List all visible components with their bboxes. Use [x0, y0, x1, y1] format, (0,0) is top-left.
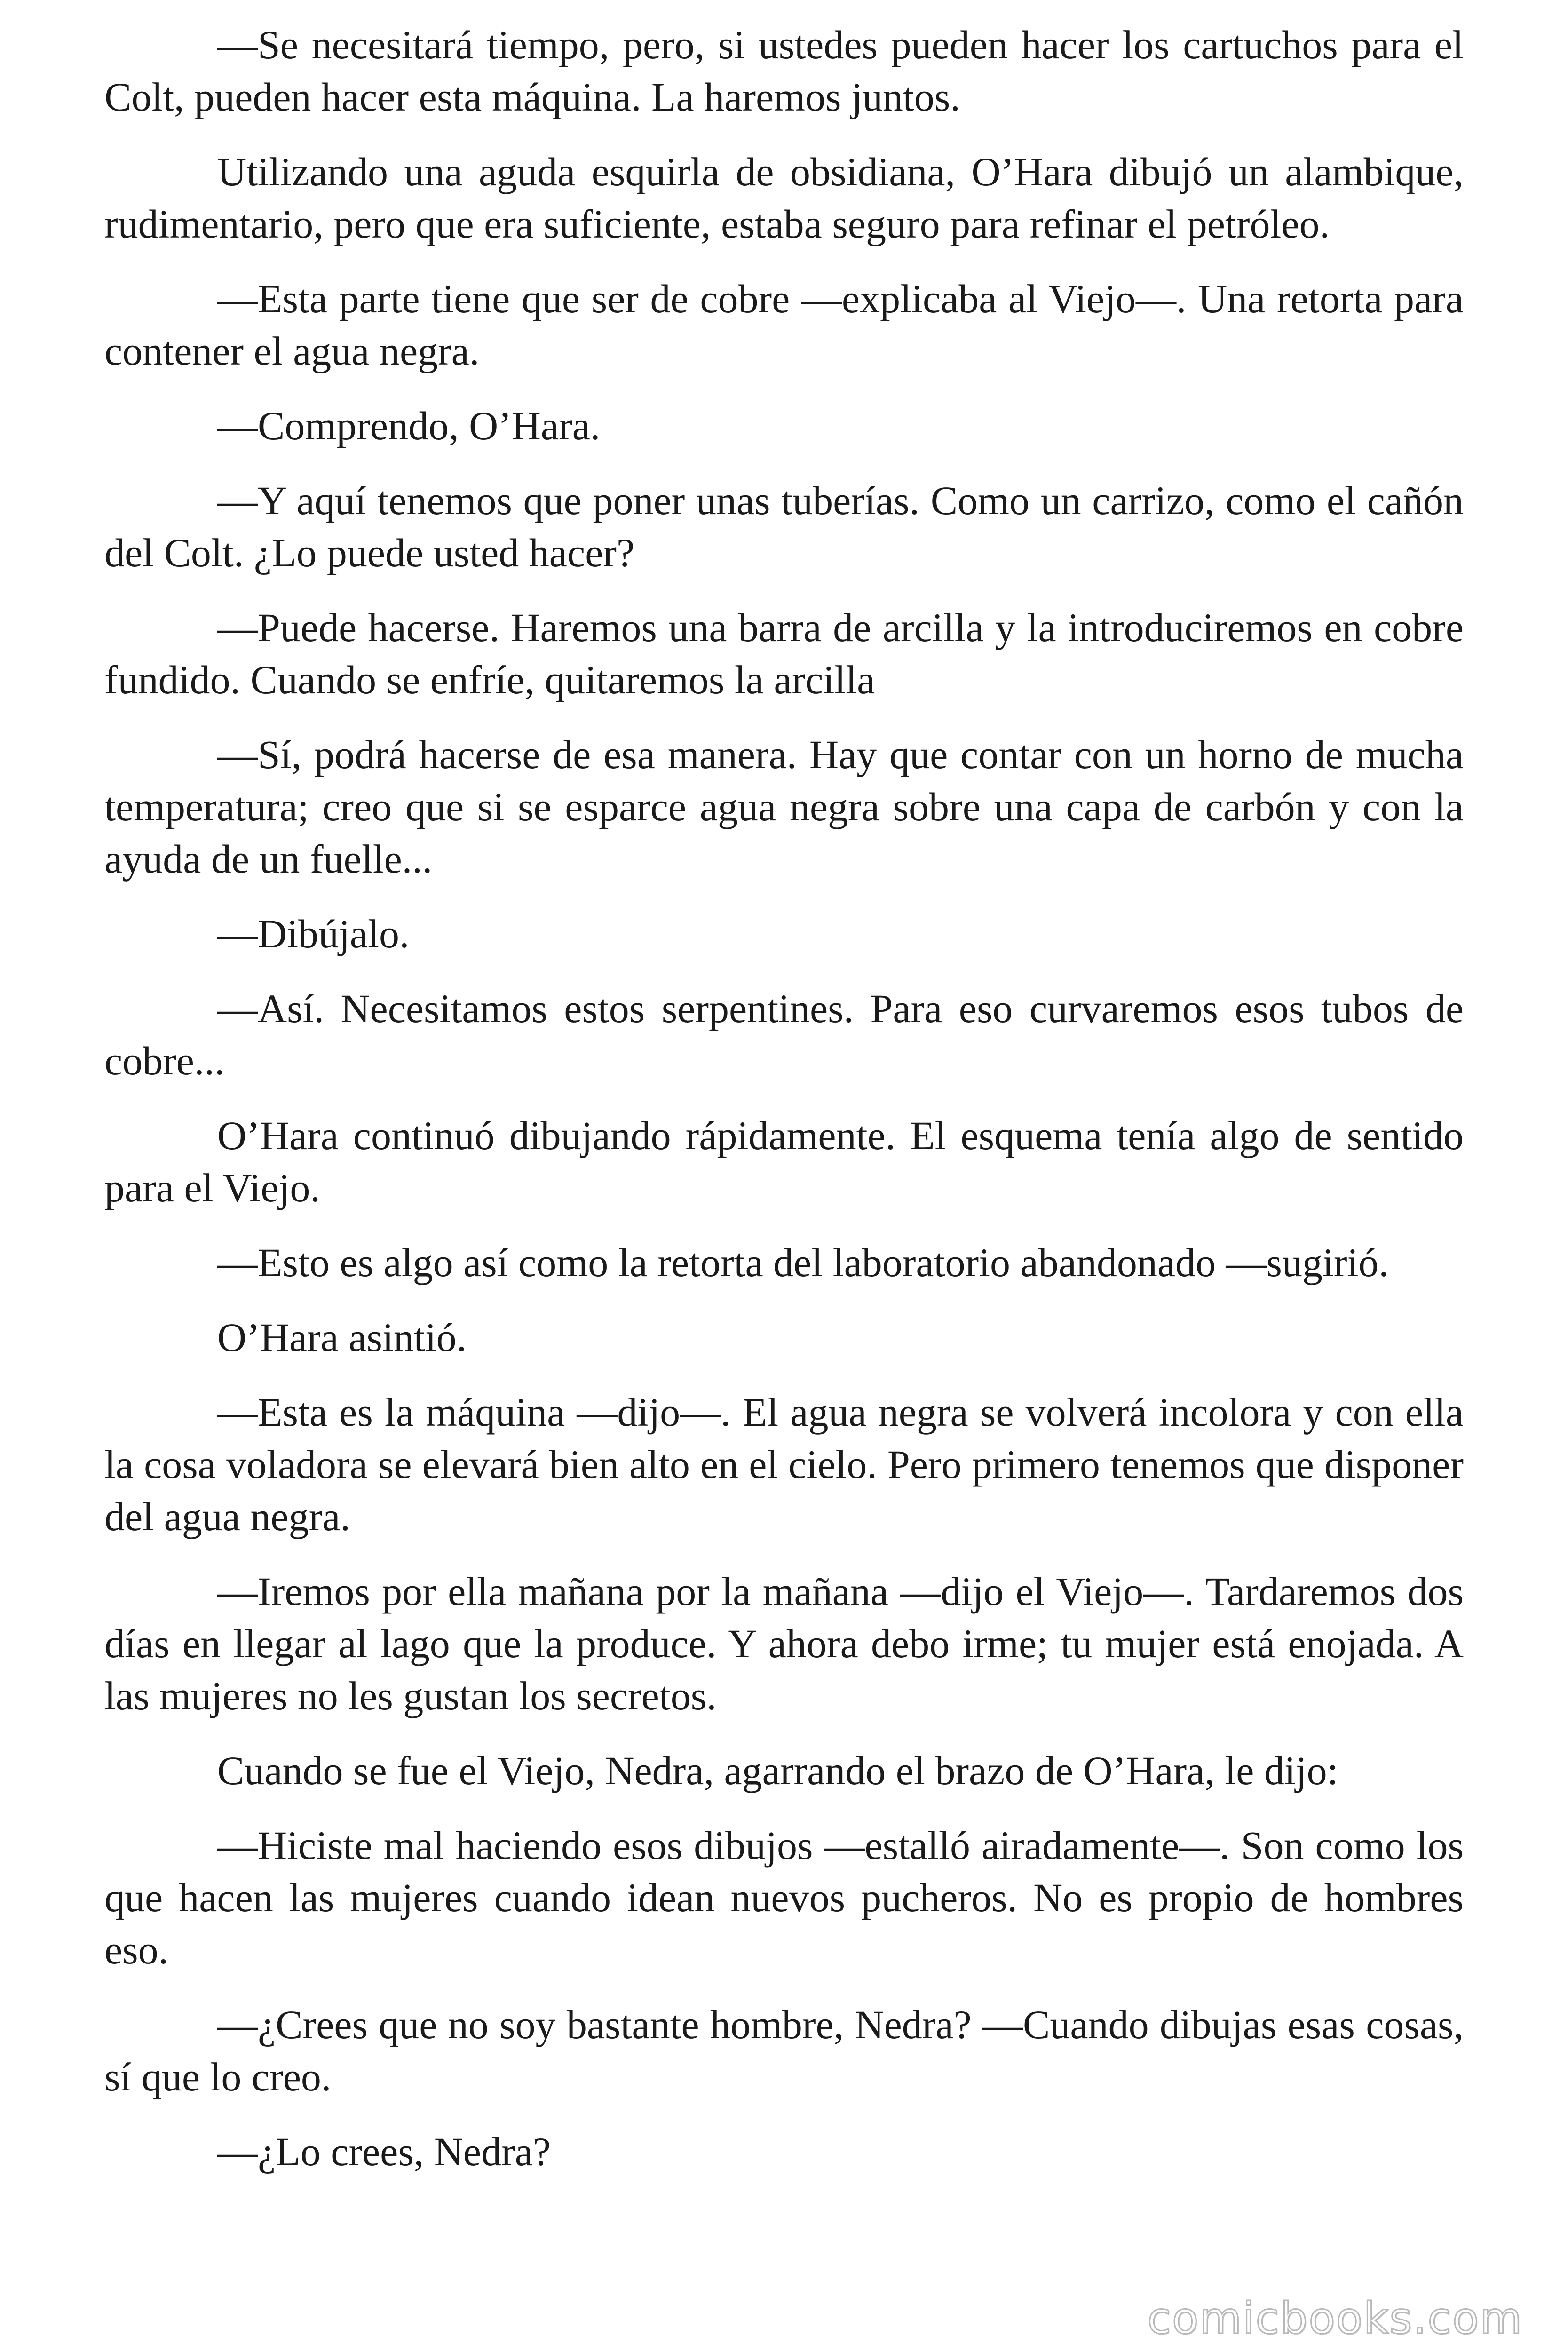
- paragraph: —Sí, podrá hacerse de esa manera. Hay que contar con un horno de mucha temperatura; creo que si se esparce agua negra sobre una capa de carbón y con la ayuda de un fuelle...: [104, 732, 1464, 882]
- paragraph: —Dibújalo.: [217, 911, 410, 956]
- paragraph: —¿Lo crees, Nedra?: [217, 2129, 551, 2174]
- paragraph: —Hiciste mal haciendo esos dibujos —estalló airadamente—. Son como los que hacen las mujeres cuando idean nuevos pucheros. No es propio de hombres eso.: [104, 1823, 1464, 1972]
- paragraph: —Puede hacerse. Haremos una barra de arcilla y la introduciremos en cobre fundido. Cuando se enfríe, quitaremos la arcilla: [104, 605, 1464, 702]
- paragraph: —Comprendo, O’Hara.: [217, 403, 601, 448]
- paragraph: —Esta es la máquina —dijo—. El agua negra se volverá incolora y con ella la cosa voladora se elevará bien alto en el cielo. Pero primero tenemos que disponer del agua negra.: [104, 1390, 1464, 1539]
- document-body: [104, 19, 1464, 2201]
- paragraph: —Iremos por ella mañana por la mañana —dijo el Viejo—. Tardaremos dos días en llegar al lago que la produce. Y ahora debo irme; tu mujer está enojada. A las mujeres no les gustan los secretos.: [104, 1569, 1464, 1718]
- paragraph: Cuando se fue el Viejo, Nedra, agarrando el brazo de O’Hara, le dijo:: [217, 1748, 1338, 1793]
- paragraph: —Se necesitará tiempo, pero, si ustedes pueden hacer los cartuchos para el Colt, pueden hacer esta máquina. La haremos juntos.: [104, 22, 1464, 119]
- paragraph: —Esto es algo así como la retorta del laboratorio abandonado —sugirió.: [217, 1240, 1389, 1285]
- paragraph: —Así. Necesitamos estos serpentines. Para eso curvaremos esos tubos de cobre...: [104, 986, 1464, 1083]
- watermark: comicbooks.com: [1147, 2293, 1523, 2344]
- paragraph: —Esta parte tiene que ser de cobre —explicaba al Viejo—. Una retorta para contener el agua negra.: [104, 276, 1464, 373]
- paragraph: —¿Crees que no soy bastante hombre, Nedra? —Cuando dibujas esas cosas, sí que lo creo.: [104, 2002, 1464, 2099]
- paragraph: O’Hara asintió.: [217, 1315, 467, 1360]
- paragraph: —Y aquí tenemos que poner unas tuberías. Como un carrizo, como el cañón del Colt. ¿Lo puede usted hacer?: [104, 478, 1464, 575]
- paragraph: O’Hara continuó dibujando rápidamente. El esquema tenía algo de sentido para el Viejo.: [104, 1113, 1464, 1210]
- paragraph: Utilizando una aguda esquirla de obsidiana, O’Hara dibujó un alambique, rudimentario, pero que era suficiente, estaba seguro para refinar el petróleo.: [104, 149, 1464, 246]
